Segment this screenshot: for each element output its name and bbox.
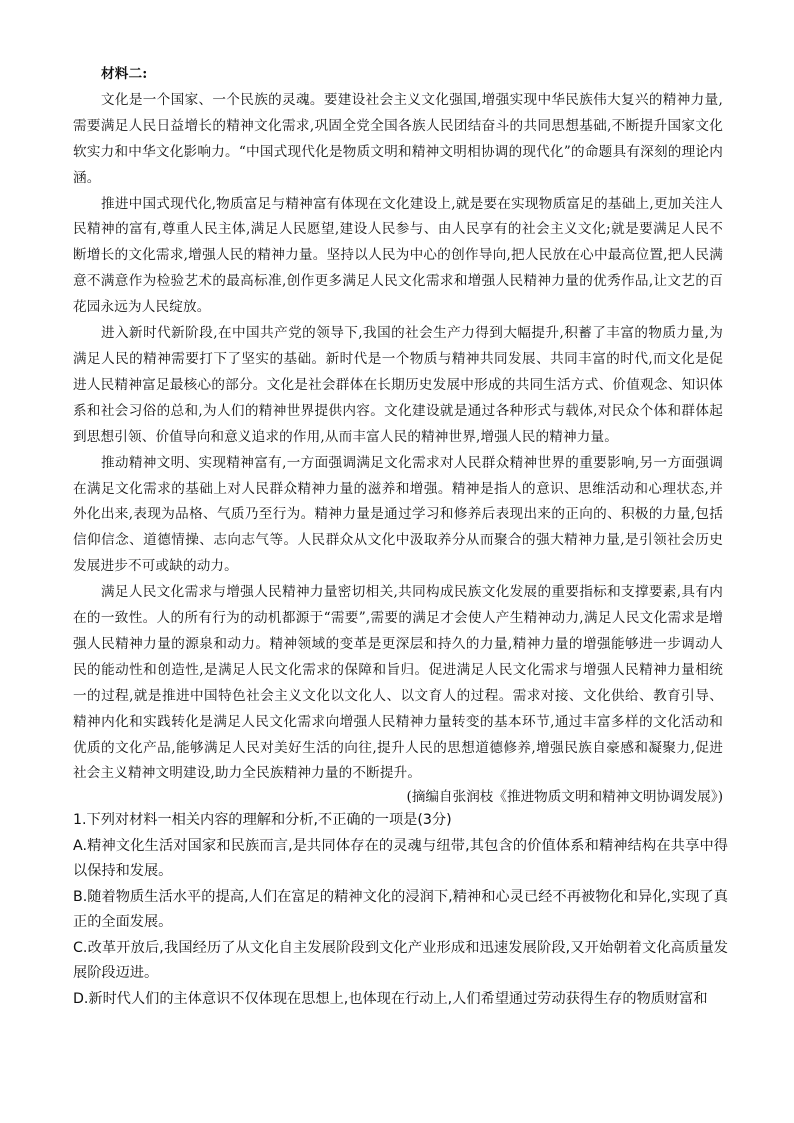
material-paragraph: 推动精神文明、实现精神富有,一方面强调满足文化需求对人民群众精神世界的重要影响,另一方面强调在满足文化需求的基础上对人民群众精神力量的滋养和增强。精神是指人的意识、思维活动和心理状态,并外化出来,表现为品格、气质乃至行为。精神力量是通过学习和修养后表现出来的正向的、积极的力量,包括信仰信念、道德情操、志向志气等。人民群众从文化中汲取养分从而聚合的强大精神力量,是引领社会历史发展进步不可或缺的动力。 [73,454,723,575]
question-block [73,808,728,1012]
reading-material-two [73,62,723,787]
material-title: 材料二: [101,66,148,82]
source-citation: (摘编自张润枝《推进物质文明和精神文明协调发展》) [406,789,723,805]
option-d: D.新时代人们的主体意识不仅体现在思想上,也体现在行动上,人们希望通过劳动获得生存的物质财富和 [73,990,708,1007]
option-b: B.随着物质生活水平的提高,人们在富足的精神文化的浸润下,精神和心灵已经不再被物化和异化,实现了真正的全面发展。 [73,888,728,930]
material-paragraph: 文化是一个国家、一个民族的灵魂。要建设社会主义文化强国,增强实现中华民族伟大复兴的精神力量,需要满足人民日益增长的精神文化需求,巩固全党全国各族人民团结奋斗的共同思想基础,不断提升国家文化软实力和中华文化影响力。“中国式现代化是物质文明和精神文明相协调的现代化”的命题具有深刻的理论内涵。 [73,91,723,186]
material-paragraph: 推进中国式现代化,物质富足与精神富有体现在文化建设上,就是要在实现物质富足的基础上,更加关注人民精神的富有,尊重人民主体,满足人民愿望,建设人民参与、由人民享有的社会主义文化;就是要满足人民不断增长的文化需求,增强人民的精神力量。坚持以人民为中心的创作导向,把人民放在心中最高位置,把人民满意不满意作为检验艺术的最高标准,创作更多满足人民文化需求和增强人民精神力量的优秀作品,让文艺的百花园永远为人民绽放。 [73,195,723,316]
option-a: A.精神文化生活对国家和民族而言,是共同体存在的灵魂与纽带,其包含的价值体系和精神结构在共享中得以保持和发展。 [73,837,728,879]
material-paragraph: 满足人民文化需求与增强人民精神力量密切相关,共同构成民族文化发展的重要指标和支撑要素,具有内在的一致性。人的所有行为的动机都源于“需要”,需要的满足才会使人产生精神动力,满足人民文化需求是增强人民精神力量的源泉和动力。精神领域的变革是更深层和持久的力量,精神力量的增强能够进一步调动人民的能动性和创造性,是满足人民文化需求的保障和旨归。促进满足人民文化需求与增强人民精神力量相统一的过程,就是推进中国特色社会主义文化以文化人、以文育人的过程。需求对接、文化供给、教育引导、精神内化和实践转化是满足人民文化需求向增强人民精神力量转变的基本环节,通过丰富多样的文化活动和优质的文化产品,能够满足人民对美好生活的向往,提升人民的思想道德修养,增强民族自豪感和凝聚力,促进社会主义精神文明建设,助力全民族精神力量的不断提升。 [73,584,723,782]
option-c: C.改革开放后,我国经历了从文化自主发展阶段到文化产业形成和迅速发展阶段,又开始朝着文化高质量发展阶段迈进。 [73,939,728,981]
question-stem: 1.下列对材料一相关内容的理解和分析,不正确的一项是(3分) [73,812,452,828]
material-paragraph: 进入新时代新阶段,在中国共产党的领导下,我国的社会生产力得到大幅提升,积蓄了丰富的物质力量,为满足人民的精神需要打下了坚实的基础。新时代是一个物质与精神共同发展、共同丰富的时代,而文化是促进人民精神富足最核心的部分。文化是社会群体在长期历史发展中形成的共同生活方式、价值观念、知识体系和社会习俗的总和,为人们的精神世界提供内容。文化建设就是通过各种形式与载体,对民众个体和群体起到思想引领、价值导向和意义追求的作用,从而丰富人民的精神世界,增强人民的精神力量。 [73,325,723,445]
